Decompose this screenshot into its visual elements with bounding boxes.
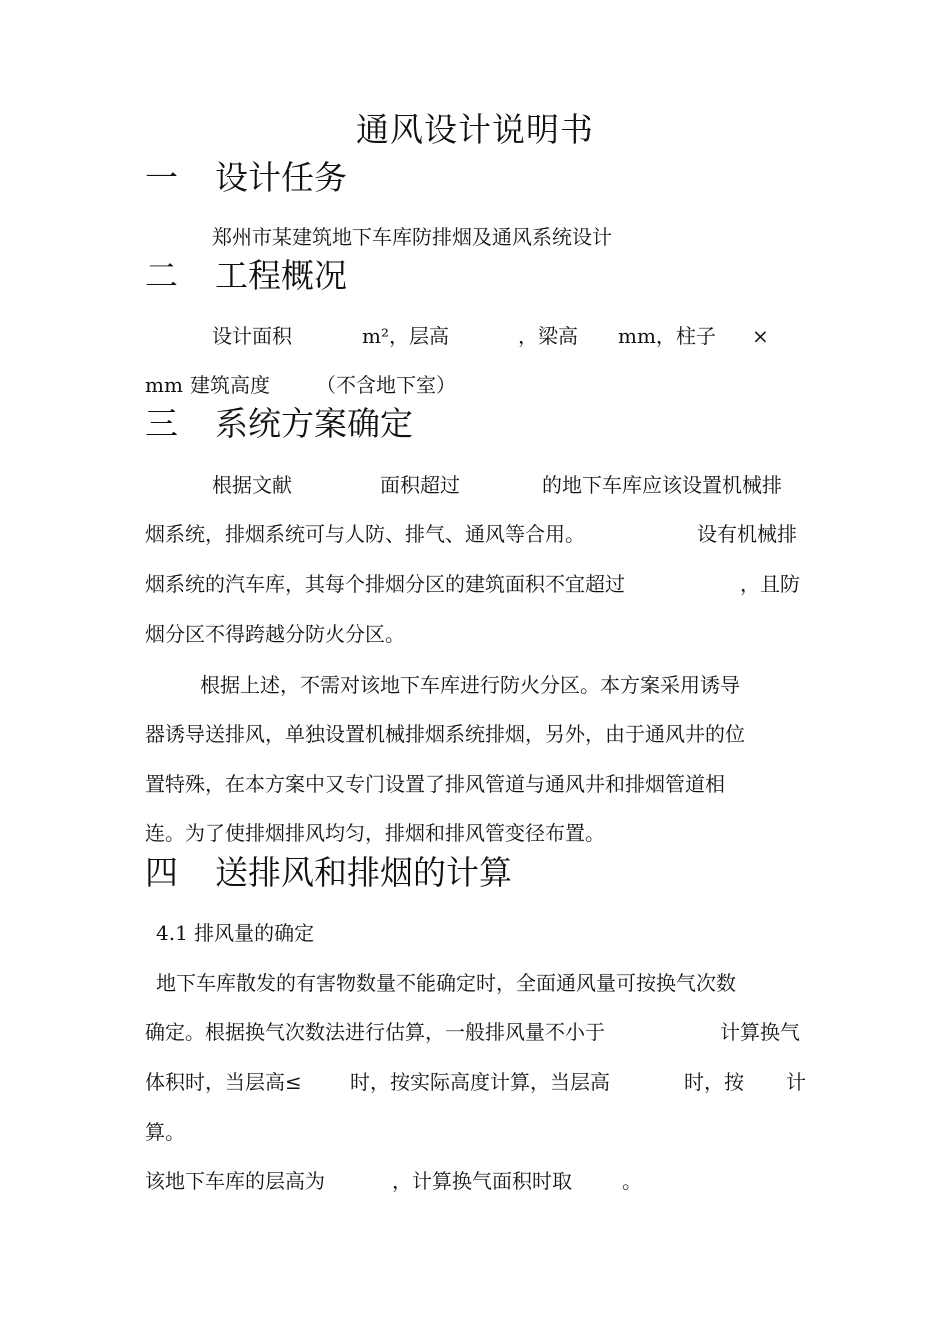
paragraph-line: 器诱导送排风，单独设置机械排烟系统排烟，另外，由于通风井的位 (145, 722, 745, 746)
text-fragment: ，计算换气面积时取 (392, 1169, 572, 1193)
section-number: 一 (145, 158, 178, 197)
section-number: 三 (145, 404, 178, 443)
section-heading-1 (145, 158, 347, 198)
text-fragment: 烟系统的汽车库，其每个排烟分区的建筑面积不宜超过 (145, 572, 625, 596)
section-title: 工程概况 (215, 256, 347, 295)
text-fragment: 面积超过 (380, 473, 460, 497)
section-title: 送排风和排烟的计算 (215, 853, 512, 892)
text-fragment: ，梁高 (518, 324, 578, 348)
text-fragment: 计算换气 (720, 1020, 800, 1044)
section-heading-2 (145, 256, 347, 296)
text-fragment: 烟系统，排烟系统可与人防、排气、通风等合用。 (145, 522, 585, 546)
paragraph-line: 郑州市某建筑地下车库防排烟及通风系统设计 (212, 225, 612, 249)
section-heading-4 (145, 853, 512, 893)
text-fragment: m²，层高 (362, 324, 449, 348)
text-fragment: 计 (786, 1070, 806, 1094)
section-title: 系统方案确定 (215, 404, 413, 443)
paragraph-line: 根据上述，不需对该地下车库进行防火分区。本方案采用诱导 (200, 673, 740, 697)
text-fragment: 建筑高度 (190, 373, 270, 397)
text-fragment: 烟分区不得跨越分防火分区。 (145, 622, 405, 646)
text-fragment: 确定。根据换气次数法进行估算，一般排风量不小于 (145, 1020, 605, 1044)
paragraph-line: 置特殊，在本方案中又专门设置了排风管道与通风井和排烟管道相 (145, 772, 725, 796)
text-fragment: 该地下车库的层高为 (145, 1169, 325, 1193)
section-number: 二 (145, 256, 178, 295)
subsection-heading: 4.1 排风量的确定 (156, 921, 315, 945)
text-fragment: × (752, 324, 769, 348)
section-title: 设计任务 (215, 158, 347, 197)
text-fragment: mm，柱子 (618, 324, 716, 348)
text-fragment: 时，按 (684, 1070, 744, 1094)
text-fragment: 算。 (145, 1120, 185, 1144)
text-fragment: mm (145, 373, 183, 397)
text-fragment: 设有机械排 (697, 522, 797, 546)
text-fragment: （不含地下室） (316, 373, 456, 397)
section-number: 四 (145, 853, 178, 892)
document-title: 通风设计说明书 (356, 110, 594, 149)
text-fragment: ，且防 (740, 572, 800, 596)
text-fragment: 。 (622, 1169, 642, 1193)
text-fragment: 根据文献 (212, 473, 292, 497)
text-fragment: 体积时，当层高≤ (145, 1070, 302, 1094)
paragraph-line: 地下车库散发的有害物数量不能确定时，全面通风量可按换气次数 (156, 971, 736, 995)
text-fragment: 时，按实际高度计算，当层高 (350, 1070, 610, 1094)
text-fragment: 的地下车库应该设置机械排 (542, 473, 782, 497)
text-fragment: 设计面积 (212, 324, 292, 348)
section-heading-3 (145, 404, 413, 444)
paragraph-line: 连。为了使排烟排风均匀，排烟和排风管变径布置。 (145, 821, 605, 845)
